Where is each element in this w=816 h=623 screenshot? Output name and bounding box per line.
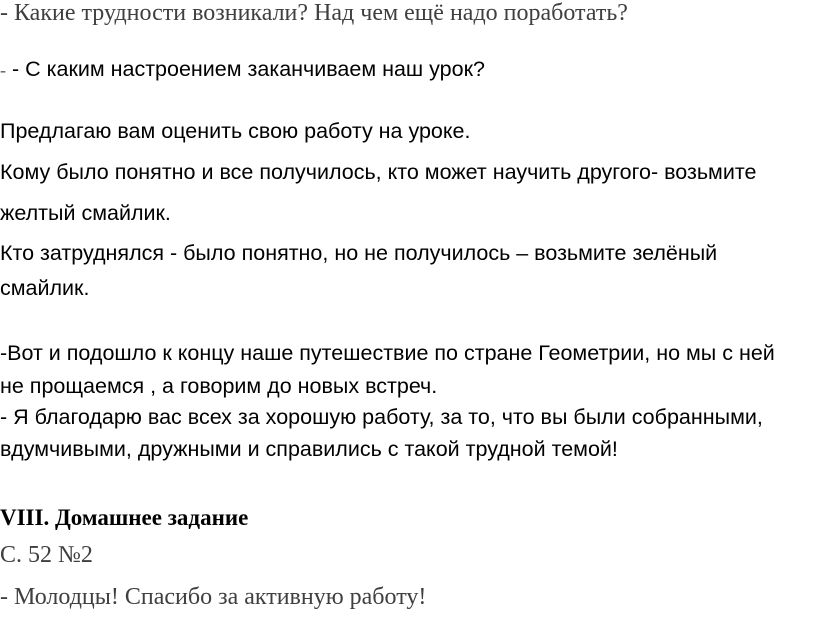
yellow-smiley-line1: Кому было понятно и все получилось, кто может научить другого- возьмите (0, 160, 757, 184)
homework-assignment: С. 52 №2 (0, 542, 93, 568)
closing-journey-line2: не прощаемся , а говорим до новых встреч. (0, 374, 438, 398)
mood-text: - С каким настроением заканчиваем наш урок? (6, 57, 485, 81)
final-praise: - Молодцы! Спасибо за активную работу! (0, 584, 427, 610)
self-assessment-intro: Предлагаю вам оценить свою работу на уроке. (0, 119, 471, 143)
green-smiley-line2: смайлик. (0, 276, 90, 300)
thanks-line2: вдумчивыми, дружными и справились с такой трудной темой! (0, 437, 618, 461)
thanks-line1: - Я благодарю вас всех за хорошую работу, за то, что вы были собранными, (0, 405, 763, 429)
question-difficulties: - Какие трудности возникали? Над чем ещё надо поработать? (0, 0, 628, 26)
mood-dash-prefix: - (0, 60, 6, 80)
homework-heading: VIII. Домашнее задание (0, 505, 249, 530)
question-mood (0, 57, 485, 82)
yellow-smiley-line2: желтый смайлик. (0, 201, 171, 225)
closing-journey-line1: -Вот и подошло к концу наше путешествие по стране Геометрии, но мы с ней (0, 341, 775, 365)
green-smiley-line1: Кто затруднялся - было понятно, но не получилось – возьмите зелёный (0, 241, 718, 265)
